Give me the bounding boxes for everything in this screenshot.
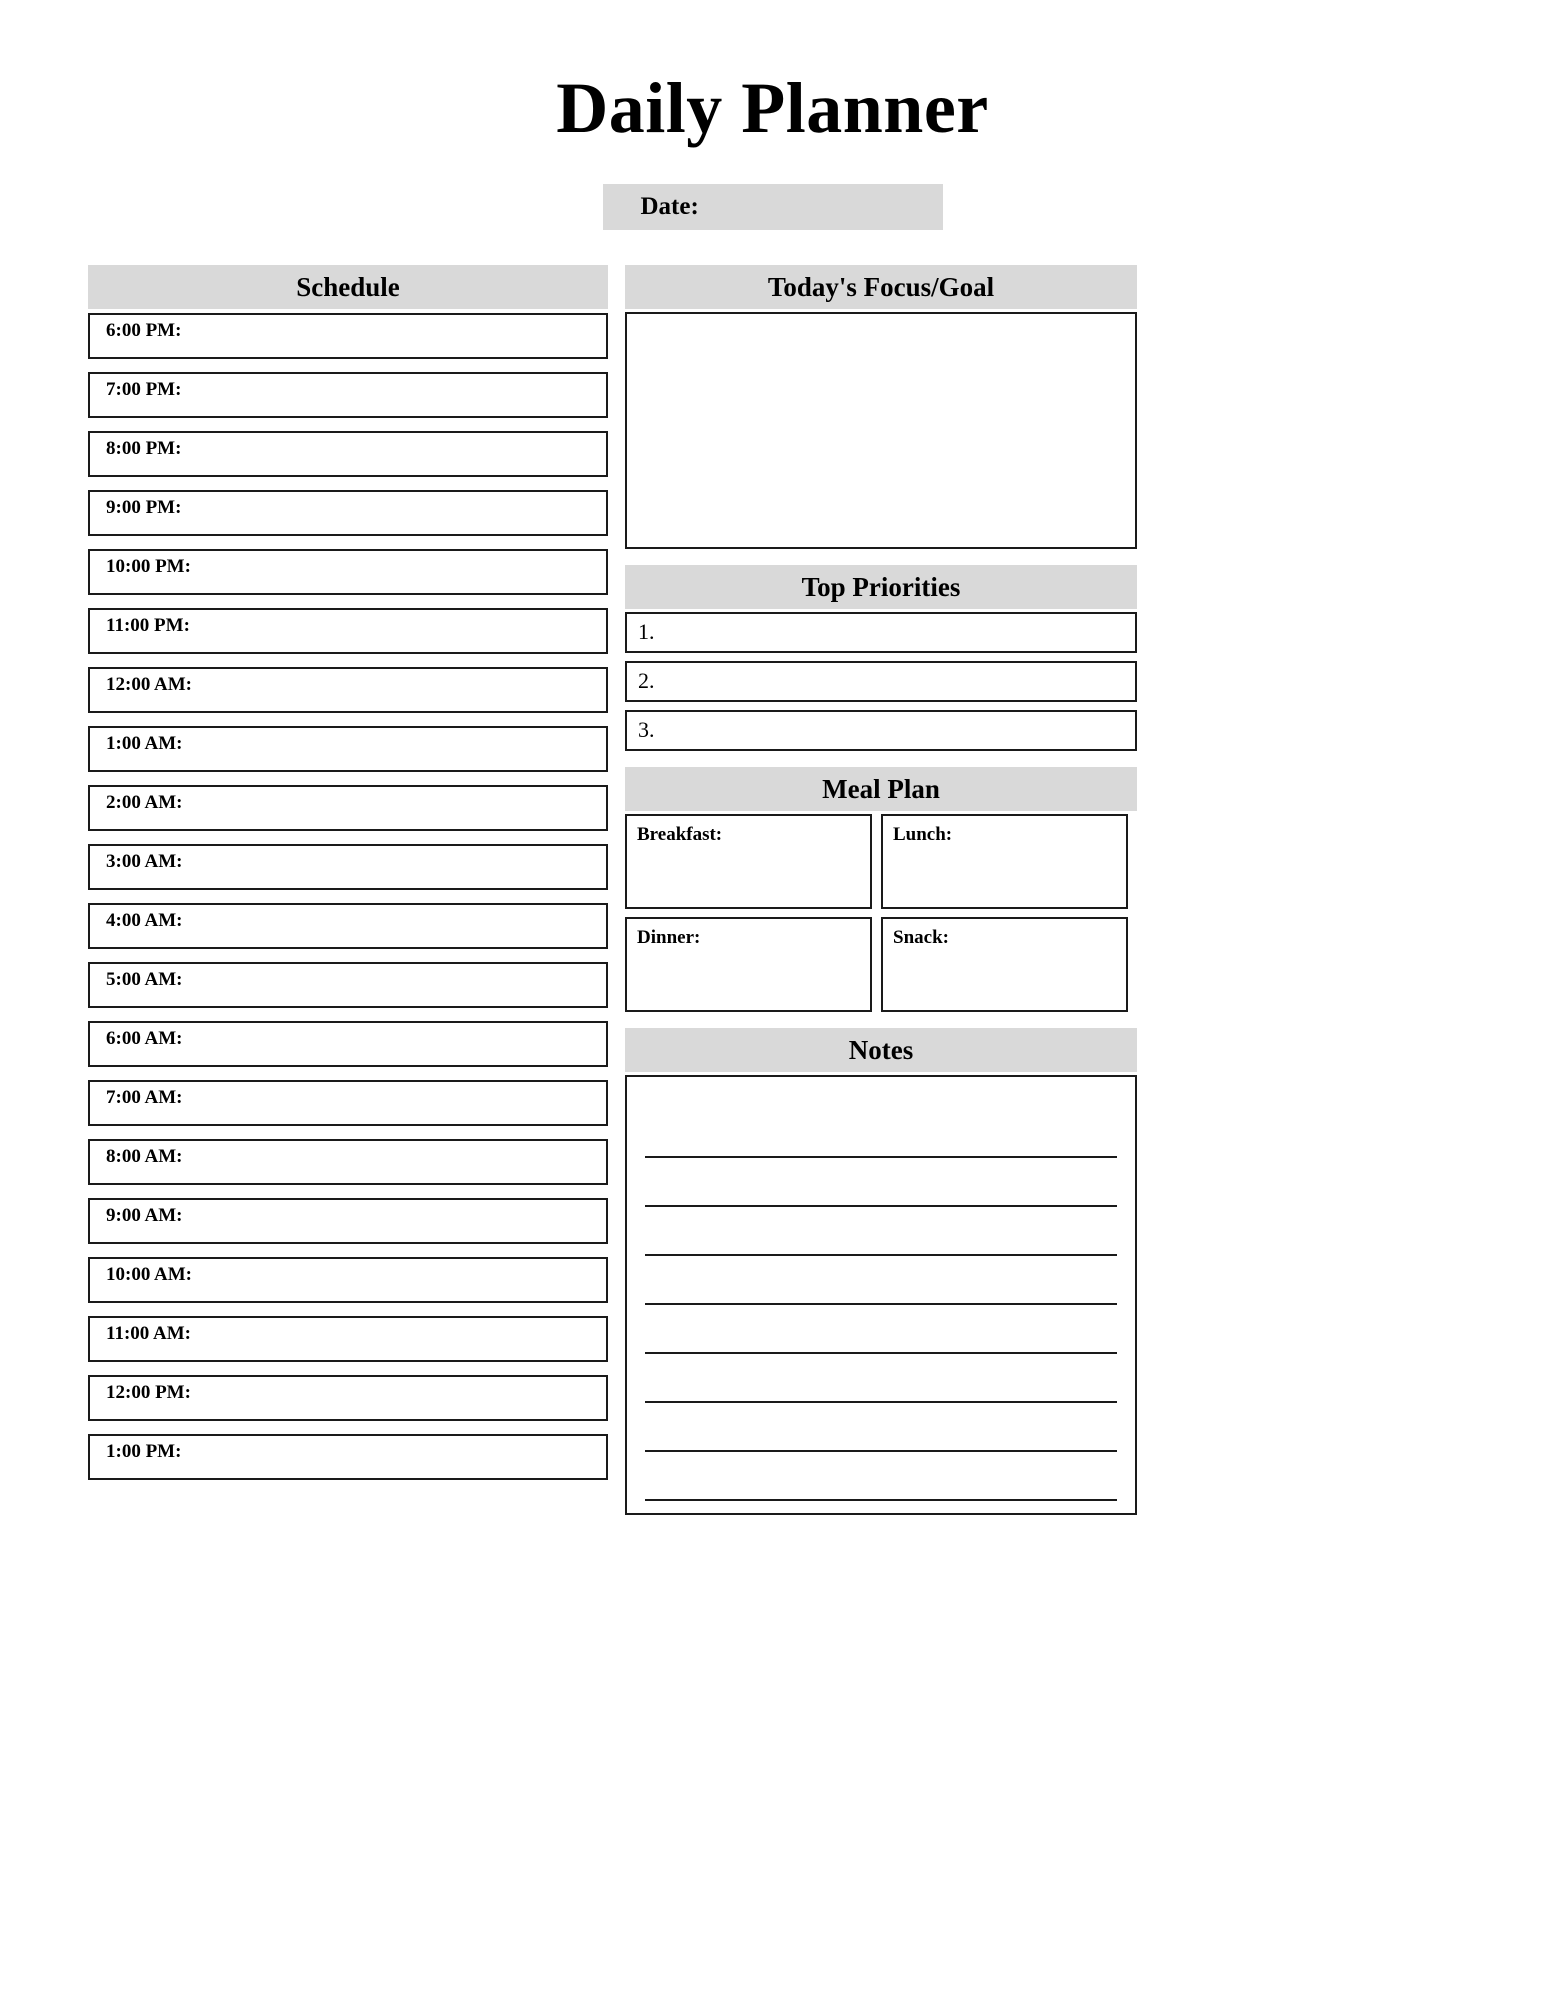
schedule-time-label: 11:00 AM: — [106, 1323, 191, 1344]
spacer — [625, 751, 1137, 767]
schedule-time-label: 8:00 AM: — [106, 1146, 183, 1167]
schedule-time-label: 10:00 AM: — [106, 1264, 193, 1285]
schedule-time-label: 10:00 PM: — [106, 556, 191, 577]
schedule-heading: Schedule — [88, 265, 608, 309]
focus-input[interactable] — [625, 312, 1137, 549]
schedule-row[interactable] — [88, 785, 608, 831]
spacer — [625, 549, 1137, 565]
spacer — [625, 1012, 1137, 1028]
priorities-list — [625, 612, 1137, 751]
schedule-row[interactable] — [88, 903, 608, 949]
note-line[interactable] — [645, 1305, 1117, 1354]
schedule-time-label: 4:00 AM: — [106, 910, 183, 931]
schedule-row[interactable] — [88, 1375, 608, 1421]
priority-marker: 3. — [638, 717, 655, 742]
schedule-row[interactable] — [88, 1080, 608, 1126]
meal-plan-grid — [625, 814, 1137, 1012]
meal-cell-dinner[interactable] — [625, 917, 872, 1012]
notes-heading: Notes — [625, 1028, 1137, 1072]
schedule-row[interactable] — [88, 608, 608, 654]
meal-label: Lunch: — [893, 824, 953, 845]
schedule-row[interactable] — [88, 490, 608, 536]
priority-row[interactable] — [625, 661, 1137, 702]
right-column — [625, 265, 1137, 1515]
schedule-row[interactable] — [88, 1139, 608, 1185]
schedule-list — [88, 313, 608, 1480]
schedule-row[interactable] — [88, 431, 608, 477]
schedule-row[interactable] — [88, 726, 608, 772]
schedule-row[interactable] — [88, 549, 608, 595]
notes-input[interactable] — [625, 1075, 1137, 1515]
schedule-time-label: 5:00 AM: — [106, 969, 183, 990]
date-field-row — [0, 184, 1545, 230]
priority-row[interactable] — [625, 612, 1137, 653]
schedule-row[interactable] — [88, 313, 608, 359]
schedule-time-label: 12:00 AM: — [106, 674, 193, 695]
priority-marker: 1. — [638, 619, 655, 644]
note-line[interactable] — [645, 1354, 1117, 1403]
schedule-row[interactable] — [88, 372, 608, 418]
schedule-time-label: 7:00 AM: — [106, 1087, 183, 1108]
schedule-time-label: 1:00 PM: — [106, 1441, 182, 1462]
schedule-time-label: 6:00 AM: — [106, 1028, 183, 1049]
date-input[interactable] — [603, 184, 943, 230]
focus-heading: Today's Focus/Goal — [625, 265, 1137, 309]
schedule-time-label: 6:00 PM: — [106, 320, 182, 341]
meal-label: Dinner: — [637, 927, 701, 948]
schedule-row[interactable] — [88, 1257, 608, 1303]
schedule-time-label: 9:00 AM: — [106, 1205, 183, 1226]
meal-label: Breakfast: — [637, 824, 723, 845]
schedule-time-label: 7:00 PM: — [106, 379, 182, 400]
schedule-row[interactable] — [88, 667, 608, 713]
date-label: Date: — [640, 193, 699, 220]
note-line[interactable] — [645, 1158, 1117, 1207]
schedule-time-label: 1:00 AM: — [106, 733, 183, 754]
meal-cell-snack[interactable] — [881, 917, 1128, 1012]
schedule-time-label: 9:00 PM: — [106, 497, 182, 518]
note-line[interactable] — [645, 1256, 1117, 1305]
meal-cell-breakfast[interactable] — [625, 814, 872, 909]
page-title: Daily Planner — [556, 68, 989, 148]
schedule-time-label: 11:00 PM: — [106, 615, 190, 636]
schedule-row[interactable] — [88, 1198, 608, 1244]
meal-plan-heading: Meal Plan — [625, 767, 1137, 811]
schedule-row[interactable] — [88, 844, 608, 890]
note-line[interactable] — [645, 1207, 1117, 1256]
note-line[interactable] — [645, 1109, 1117, 1158]
schedule-row[interactable] — [88, 1021, 608, 1067]
priority-row[interactable] — [625, 710, 1137, 751]
priority-marker: 2. — [638, 668, 655, 693]
priorities-heading: Top Priorities — [625, 565, 1137, 609]
schedule-row[interactable] — [88, 962, 608, 1008]
schedule-row[interactable] — [88, 1316, 608, 1362]
schedule-time-label: 12:00 PM: — [106, 1382, 191, 1403]
schedule-time-label: 3:00 AM: — [106, 851, 183, 872]
meal-label: Snack: — [893, 927, 949, 948]
planner-columns — [0, 265, 1545, 1515]
note-line[interactable] — [645, 1403, 1117, 1452]
schedule-row[interactable] — [88, 1434, 608, 1480]
meal-cell-lunch[interactable] — [881, 814, 1128, 909]
schedule-column — [88, 265, 608, 1480]
schedule-time-label: 2:00 AM: — [106, 792, 183, 813]
note-line[interactable] — [645, 1452, 1117, 1501]
schedule-time-label: 8:00 PM: — [106, 438, 182, 459]
